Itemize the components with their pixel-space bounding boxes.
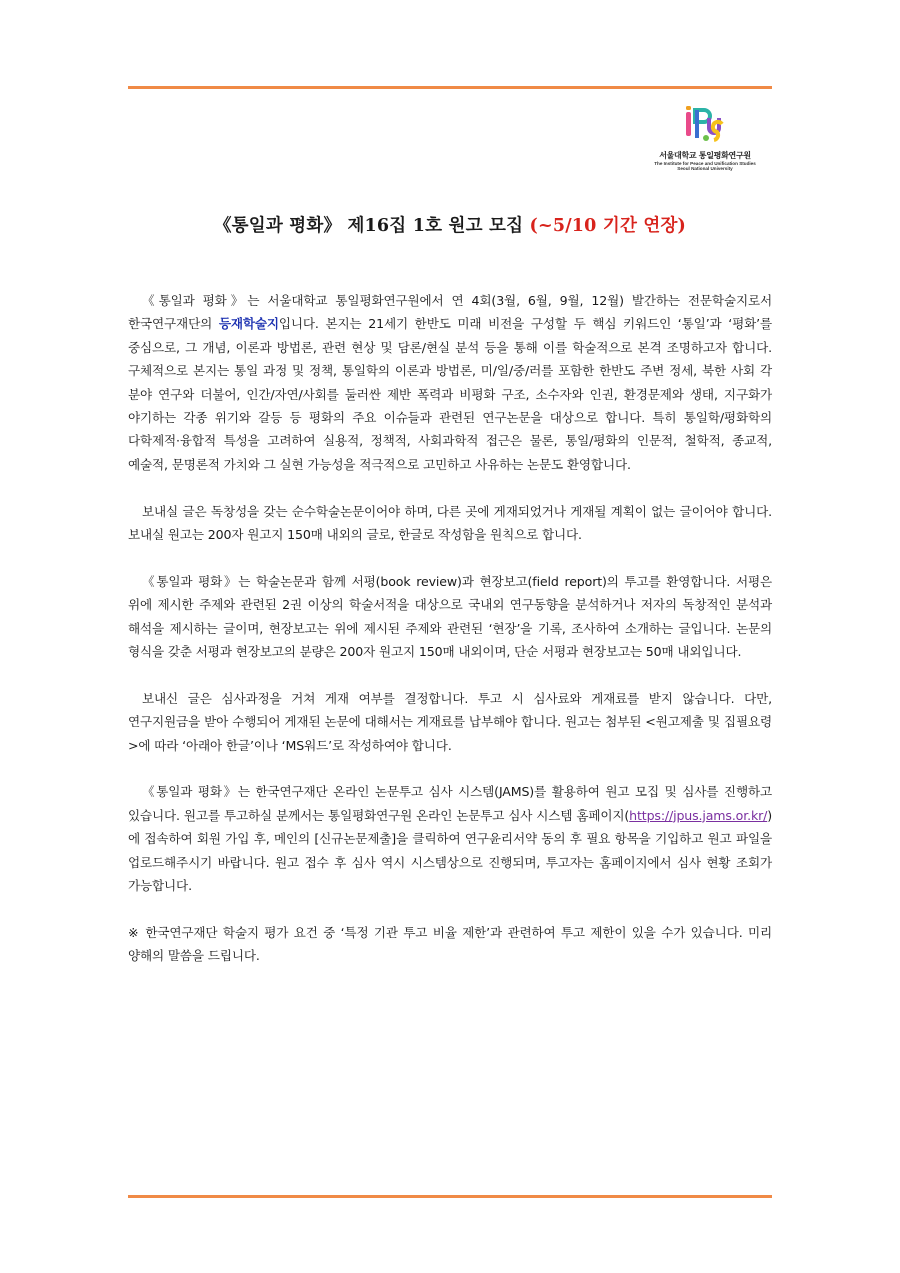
paragraph-submission-requirements: 보내실 글은 독창성을 갖는 순수학술논문이어야 하며, 다른 곳에 게재되었거나 게재될 계획이 없는 글이어야 합니다. 보내실 원고는 200자 원고지 150매 내외의 글로, 한글로 작성함을 원칙으로 합니다. (128, 503, 772, 543)
paragraph-review-process: 보내신 글은 심사과정을 거쳐 게재 여부를 결정합니다. 투고 시 심사료와 게재료를 받지 않습니다. 다만, 연구지원금을 받아 수행되어 게재된 논문에 대해서는 게재료를 납부해야 합니다. 원고는 첨부된 <원고제출 및 집필요령>에 따라 ‘아래아 한글’이나 ‘MS워드’로 작성하여야 합니다. (128, 690, 772, 753)
note-mark: ※ (128, 924, 140, 940)
p1-emphasis: 등재학술지 (218, 316, 279, 332)
institute-logo (640, 104, 770, 172)
bottom-divider (128, 1195, 772, 1198)
document-body (128, 289, 772, 991)
page-title (128, 212, 772, 237)
p1-text-after: 입니다. 본지는 21세기 한반도 미래 비전을 구성할 두 핵심 키워드인 ‘통일’과 ‘평화’를 중심으로, 그 개념, 이론과 방법론, 관련 현상 및 담론/현실 분석 등을 통해 이를 학술적으로 본격 조명하고자 합니다. 구체적으로 본지는 통일 과정 및 정책, 통일학의 이론과 방법론, 미/일/중/러를 포함한 한반도 주변 정세, 북한 사회 각 분야 연구와 더불어, 인간/자연/사회를 둘러싼 제반 폭력과 비평화 구조, 소수자와 인권, 환경문제와 생태, 지구화가 야기하는 각종 위기와 갈등 등 평화의 주요 이슈들과 관련된 연구논문을 대상으로 합니다. 특히 통일학/평화학의 다학제적·융합적 특성을 고려하여 실용적, 정책적, 사회과학적 접근은 물론, 통일/평화의 인문적, 철학적, 종교적, 예술적, 문명론적 가치와 그 실현 가능성을 적극적으로 고민하고 사유하는 논문도 환영합니다. (128, 316, 773, 472)
paragraph-review-and-report: 《통일과 평화》는 학술논문과 함께 서평(book review)과 현장보고(field report)의 투고를 환영합니다. 서평은 위에 제시한 주제와 관련된 2권 이상의 학술서적을 대상으로 국내외 연구동향을 분석하거나 저자의 독창적인 분석과 해석을 제시하는 글이며, 현장보고는 위에 제시된 주제와 관련된 ‘현장’을 기록, 조사하여 소개하는 글입니다. 논문의 형식을 갖춘 서평과 현장보고의 분량은 200자 원고지 150매 내외이며, 단순 서평과 현장보고는 50매 내외입니다. (128, 573, 772, 660)
paragraph-intro (128, 289, 772, 476)
title-deadline-highlight: (~5/10 기간 연장) (529, 216, 687, 236)
org-name-korean: 서울대학교 통일평화연구원 (659, 151, 751, 160)
paragraph-jams-system (128, 780, 772, 897)
paragraph-note (128, 921, 772, 968)
note-text: 한국연구재단 학술지 평가 요건 중 ‘특정 기관 투고 비율 제한’과 관련하여 투고 제한이 있을 수가 있습니다. 미리 양해의 말씀을 드립니다. (128, 924, 772, 964)
ipus-logo-icon (684, 104, 726, 146)
top-divider (128, 86, 772, 89)
org-name-english-line1: The Institute for Peace and Unification Studies (654, 161, 756, 166)
p5-text-before: 《통일과 평화》는 한국연구재단 온라인 논문투고 심사 시스템(JAMS)를 활용하여 원고 모집 및 심사를 진행하고 있습니다. 원고를 투고하실 분께서는 통일평화연구원 온라인 논문투고 심사 시스템 홈페이지( (128, 784, 772, 823)
org-name-english-line2: Seoul National University (677, 166, 733, 172)
jams-homepage-link[interactable]: https://jpus.jams.or.kr/ (629, 807, 768, 823)
p1-text-before: 《통일과 평화》는 서울대학교 통일평화연구원에서 연 4회(3월, 6월, 9월, 12월) 발간하는 전문학술지로서 한국연구재단의 (128, 293, 772, 332)
title-main: 《통일과 평화》 제16집 1호 원고 모집 (213, 216, 530, 236)
p5-text-after: )에 접속하여 회원 가입 후, 메인의 [신규논문제출]을 클릭하여 연구윤리서약 동의 후 필요 항목을 기입하고 원고 파일을 업로드해주시기 바랍니다. 원고 접수 후 심사 역시 시스템상으로 진행되며, 투고자는 홈페이지에서 심사 현황 조회가 가능합니다. (128, 807, 772, 894)
